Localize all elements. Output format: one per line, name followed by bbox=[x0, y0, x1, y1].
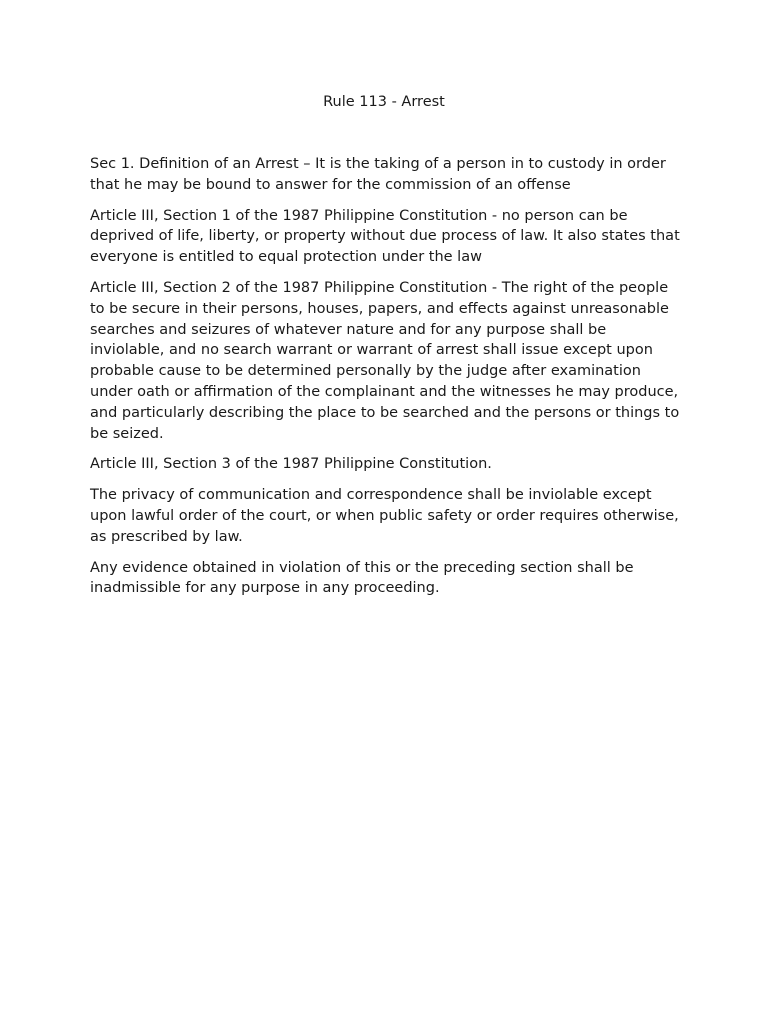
document-body bbox=[90, 154, 682, 609]
paragraph-sec1-definition: Sec 1. Definition of an Arrest – It is the taking of a person in to custody in order that he may be bound to answer for the commission of an offense bbox=[90, 156, 666, 193]
paragraph-article3-section3: Article III, Section 3 of the 1987 Philippine Constitution. bbox=[90, 456, 492, 473]
paragraph-inadmissible-evidence: Any evidence obtained in violation of this or the preceding section shall be inadmissible for any purpose in any proceeding. bbox=[90, 559, 634, 597]
paragraph-privacy-of-communication: The privacy of communication and correspondence shall be inviolable except upon lawful order of the court, or when public safety or order requires otherwise, as prescribed by law. bbox=[90, 487, 679, 545]
paragraph-article3-section1: Article III, Section 1 of the 1987 Philippine Constitution - no person can be deprived of life, liberty, or property without due process of law. It also states that everyone is entitled to equal protection under the law bbox=[90, 207, 680, 266]
paragraph-article3-section2: Article III, Section 2 of the 1987 Philippine Constitution - The right of the people to be secure in their persons, houses, papers, and effects against unreasonable searches and seizures of whatever nature and for any purpose shall be inviolable, and no search warrant or warrant of arrest shall issue except upon probable cause to be determined personally by the judge after examination under oath or affirmation of the complainant and the witnesses he may produce, and particularly describing the place to be searched and the persons or things to be seized. bbox=[90, 279, 680, 442]
document-title: Rule 113 - Arrest bbox=[323, 94, 445, 110]
